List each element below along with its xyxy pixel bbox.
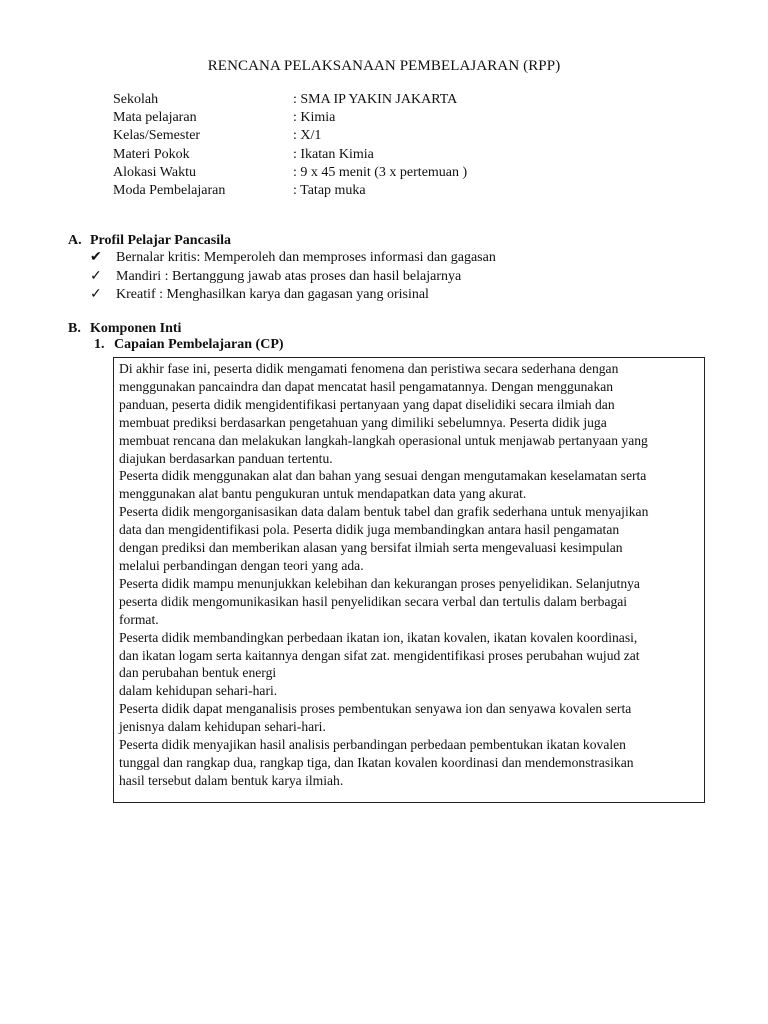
info-row-mata-pelajaran (113, 109, 467, 127)
checkmark-icon: ✓ (90, 287, 102, 302)
info-value: : Ikatan Kimia (293, 146, 374, 162)
section-title: Komponen Inti (90, 321, 182, 336)
section-profil-pelajar (68, 233, 496, 305)
info-label: Alokasi Waktu (113, 164, 196, 180)
cp-line: Peserta didik menyajikan hasil analisis perbandingan perbedaan pembentukan ikatan kovalen (119, 737, 626, 753)
cp-line: panduan, peserta didik mengidentifikasi pertanyaan yang dapat diselidiki secara ilmiah dan (119, 396, 615, 412)
checkmark-icon: ✓ (90, 268, 102, 284)
identity-table (113, 91, 467, 200)
cp-line: Di akhir fase ini, peserta didik mengamati fenomena dan peristiwa secara sederhana dengan (119, 361, 619, 376)
info-row-materi-pokok (113, 146, 467, 164)
checklist-text: Kreatif : Menghasilkan karya dan gagasan yang orisinal (116, 287, 429, 302)
cp-line: data dan mengidentifikasi pola. Peserta didik juga membandingkan antara hasil pengamatan (119, 522, 620, 538)
checklist-item (90, 286, 496, 305)
subsection-heading (94, 337, 284, 353)
section-title: Profil Pelajar Pancasila (90, 233, 232, 248)
cp-line: Peserta didik menggunakan alat dan bahan yang sesuai dengan mengutamakan keselamatan serta (119, 468, 647, 484)
info-row-moda-pembelajaran (113, 182, 467, 200)
info-label: Kelas/Semester (113, 128, 201, 144)
info-row-alokasi-waktu (113, 164, 467, 182)
info-label: Mata pelajaran (113, 110, 197, 126)
info-label: Materi Pokok (113, 146, 190, 162)
cp-line: dan perubahan bentuk energi (119, 665, 277, 681)
cp-line: membuat prediksi berdasarkan pengetahuan yang dimiliki sebelumnya. Peserta didik juga (119, 414, 607, 430)
cp-line: dengan prediksi dan memberikan alasan yang bersifat ilmiah serta mengevaluasi kesimpulan (119, 540, 623, 556)
cp-line: Peserta didik mampu menunjukkan kelebihan dan kekurangan proses penyelidikan. Selanjutnya (119, 575, 640, 591)
info-row-sekolah (113, 91, 467, 109)
cp-line: hasil tersebut dalam bentuk karya ilmiah. (119, 772, 344, 788)
checklist-text: Bernalar kritis: Memperoleh dan memproses informasi dan gagasan (116, 250, 496, 265)
cp-line: tunggal dan rangkap dua, rangkap tiga, dan Ikatan kovalen koordinasi dan mendemonstrasikan (119, 754, 634, 770)
cp-line: jenisnya dalam kehidupan sehari-hari. (119, 719, 326, 735)
info-value: : X/1 (293, 128, 322, 144)
cp-line: menggunakan pancaindra dan dapat mencatat hasil pengamatannya. Dengan menggunakan (119, 378, 614, 394)
section-heading (68, 233, 496, 249)
checkmark-icon: ✔ (90, 250, 102, 265)
cp-line: Peserta didik membandingkan perbedaan ikatan ion, ikatan kovalen, ikatan kovalen koordinasi, (119, 629, 638, 645)
cp-line: menggunakan alat bantu pengukuran untuk mendapatkan data yang akurat. (119, 486, 527, 502)
subsection-number: 1. (94, 337, 105, 352)
checklist-item (90, 268, 496, 287)
capaian-pembelajaran-box (113, 357, 705, 803)
checklist (90, 249, 496, 305)
cp-line: Peserta didik dapat menganalisis proses pembentukan senyawa ion dan senyawa kovalen serta (119, 701, 632, 717)
info-row-kelas-semester (113, 127, 467, 145)
info-label: Sekolah (113, 92, 159, 107)
info-value: : SMA IP YAKIN JAKARTA (293, 92, 458, 107)
checklist-item (90, 249, 496, 268)
info-label: Moda Pembelajaran (113, 183, 226, 199)
cp-line: diajukan berdasarkan panduan tertentu. (119, 450, 333, 466)
section-komponen-inti (68, 321, 284, 353)
cp-line: dan ikatan logam serta kaitannya dengan sifat zat. mengidentifikasi proses perubahan wujud zat (119, 647, 640, 663)
subsection-title: Capaian Pembelajaran (CP) (114, 337, 284, 352)
cp-line: dalam kehidupan sehari-hari. (119, 683, 278, 699)
cp-line: format. (119, 611, 159, 627)
info-value: : 9 x 45 menit (3 x pertemuan ) (293, 164, 468, 180)
info-value: : Tatap muka (293, 183, 366, 199)
info-value: : Kimia (293, 110, 336, 126)
checklist-text: Mandiri : Bertanggung jawab atas proses dan hasil belajarnya (116, 268, 462, 284)
cp-line: peserta didik mengomunikasikan hasil penyelidikan secara verbal dan tertulis dalam berbagai (119, 593, 628, 609)
cp-line: membuat rencana dan melakukan langkah-langkah operasional untuk menjawab pertanyaan yang (119, 432, 648, 448)
page-title: RENCANA PELAKSANAAN PEMBELAJARAN (RPP) (207, 58, 561, 74)
cp-line: Peserta didik mengorganisasikan data dalam bentuk tabel dan grafik sederhana untuk menyajikan (119, 504, 649, 520)
section-letter: A. (68, 233, 82, 248)
section-letter: B. (68, 321, 81, 336)
cp-line: melalui perbandingan dengan teori yang ada. (119, 557, 364, 573)
section-heading (68, 321, 284, 337)
